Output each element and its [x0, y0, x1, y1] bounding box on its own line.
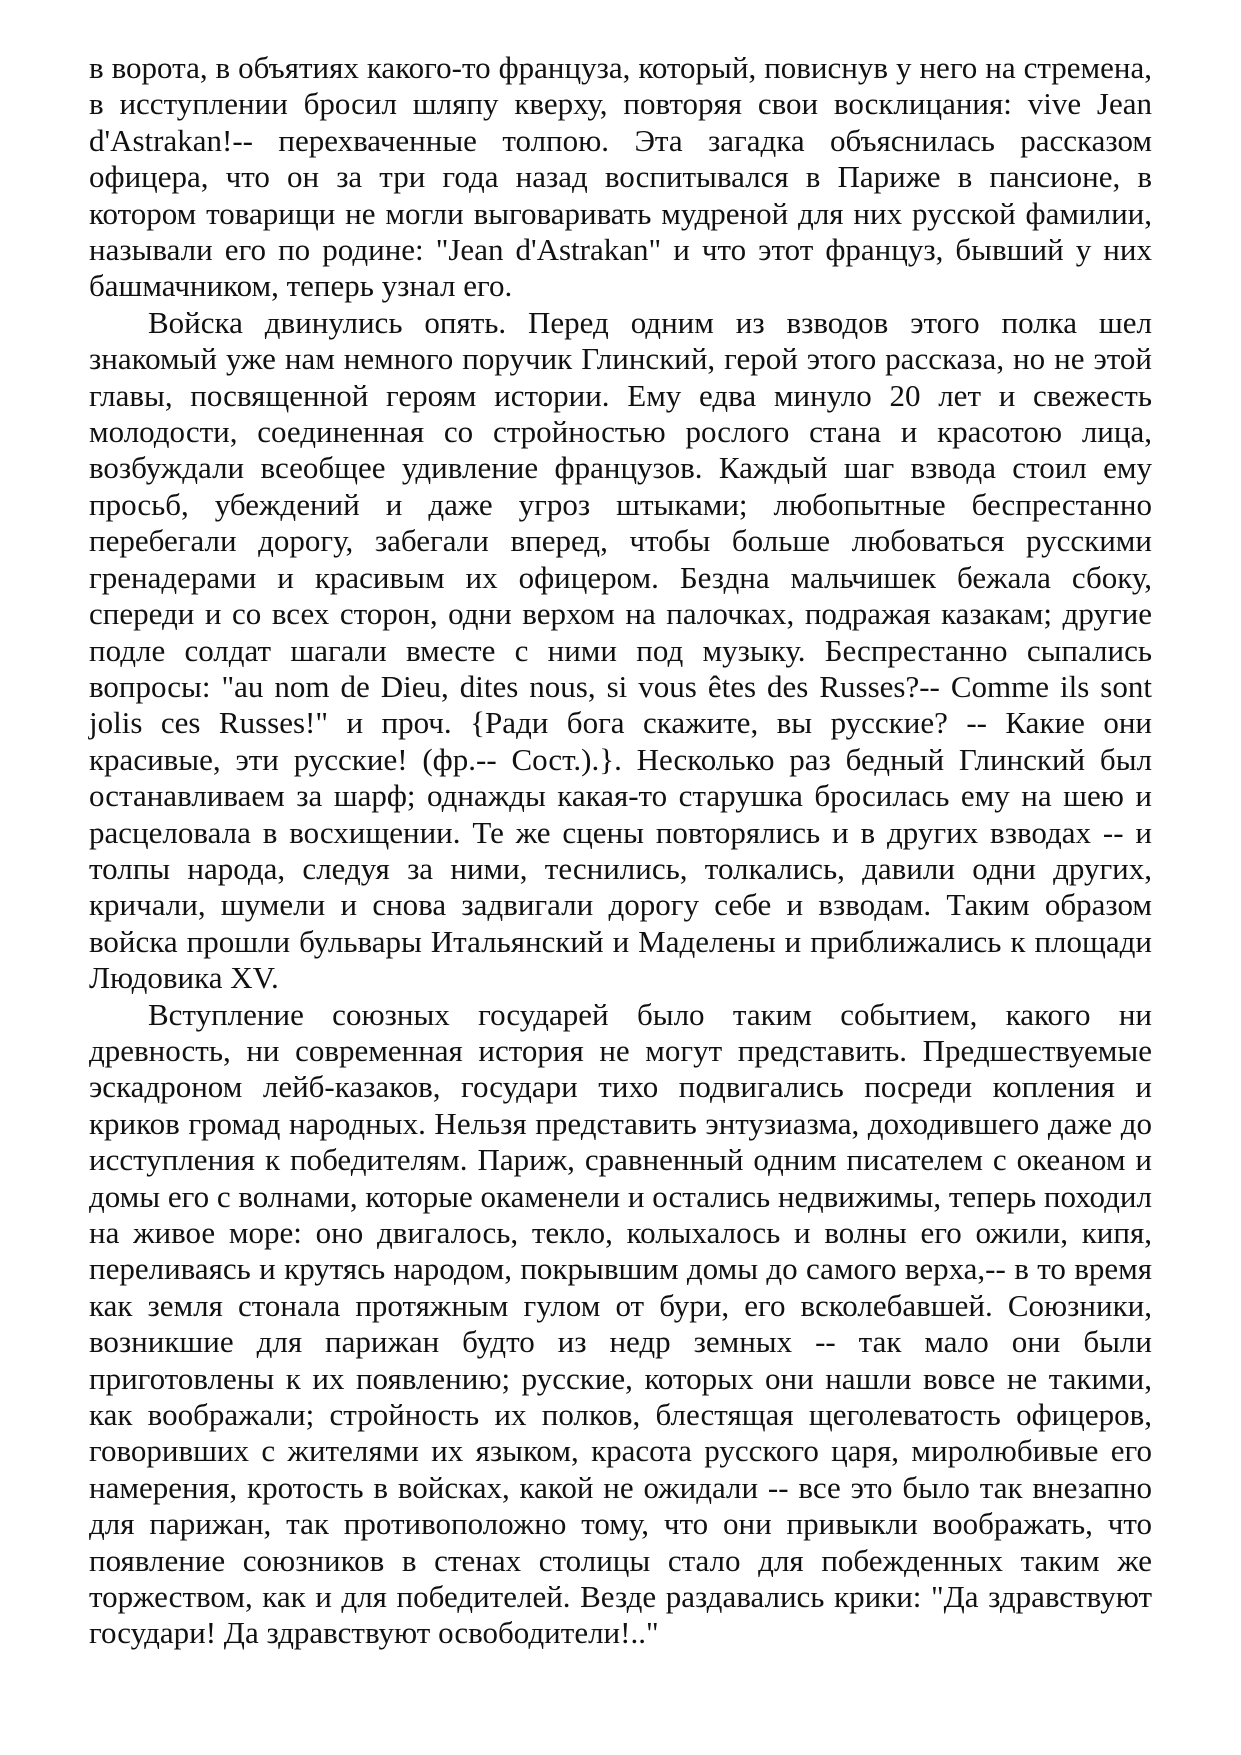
- document-page: [89, 50, 1152, 1652]
- paragraph-continuation: в ворота, в объятиях какого-то француза, который, повиснув у него на стремена, в исступлении бросил шляпу кверху, повторяя свои восклицания: vive Jean d'Astrakan!-- перехваченные толпою. Эта загадка объяснилась рассказом офицера, что он за три года назад воспитывался в Париже в пансионе, в котором товарищи не могли выговаривать мудреной для них русской фамилии, называли его по родине: "Jean d'Astrakan" и что этот француз, бывший у них башмачником, теперь узнал его.: [89, 50, 1152, 304]
- paragraph-sovereigns-entry: Вступление союзных государей было таким событием, какого ни древность, ни современная история не могут представить. Предшествуемые эскадроном лейб-казаков, государи тихо подвигались посреди копления и криков громад народных. Нельзя представить энтузиазма, доходившего даже до исступления к победителям. Париж, сравненный одним писателем с океаном и домы его с волнами, которые окаменели и остались недвижимы, теперь походил на живое море: оно двигалось, текло, колыхалось и волны его ожили, кипя, переливаясь и крутясь народом, покрывшим домы до самого верха,-- в то время как земля стонала протяжным гулом от бури, его всколебавшей. Союзники, возникшие для парижан будто из недр земных -- так мало они были приготовлены к их появлению; русские, которых они нашли вовсе не такими, как воображали; стройность их полков, блестящая щеголеватость офицеров, говоривших с жителями их языком, красота русского царя, миролюбивые его намерения, кротость в войсках, какой не ожидали -- все это было так внезапно для парижан, так противоположно тому, что они привыкли воображать, что появление союзников в стенах столицы стало для побежденных таким же торжеством, как и для победителей. Везде раздавались крики: "Да здравствуют государи! Да здравствуют освободители!..": [89, 996, 1152, 1651]
- paragraph-glinsky: Войска двинулись опять. Перед одним из взводов этого полка шел знакомый уже нам немного поручик Глинский, герой этого рассказа, но не этой главы, посвященной героям истории. Ему едва минуло 20 лет и свежесть молодости, соединенная со стройностью рослого стана и красотою лица, возбуждали всеобщее удивление французов. Каждый шаг взвода стоил ему просьб, убеждений и даже угроз штыками; любопытные беспрестанно перебегали дорогу, забегали вперед, чтобы больше любоваться русскими гренадерами и красивым их офицером. Бездна мальчишек бежала сбоку, спереди и со всех сторон, одни верхом на палочках, подражая казакам; другие подле солдат шагали вместе с ними под музыку. Беспрестанно сыпались вопросы: "au nom de Dieu, dites nous, si vous êtes des Russes?-- Comme ils sont jolis ces Russes!" и проч. {Ради бога скажите, вы русские? -- Какие они красивые, эти русские! (фр.-- Сост.).}. Несколько раз бедный Глинский был останавливаем за шарф; однажды какая-то старушка бросилась ему на шею и расцеловала в восхищении. Те же сцены повторялись и в других взводах -- и толпы народа, следуя за ними, теснились, толкались, давили одни других, кричали, шумели и снова задвигали дорогу себе и взводам. Таким образом войска прошли бульвары Итальянский и Маделены и приближались к площади Людовика XV.: [89, 304, 1152, 996]
